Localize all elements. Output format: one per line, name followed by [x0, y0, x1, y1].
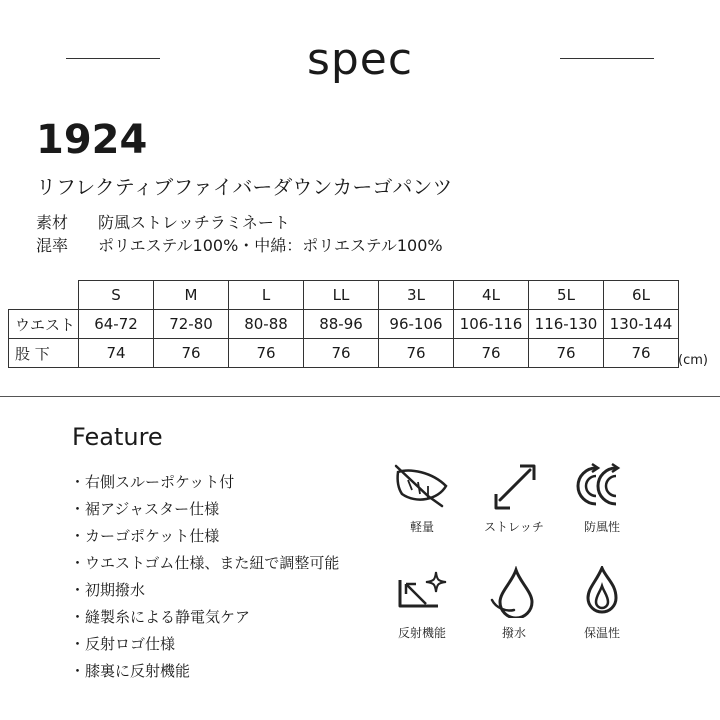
material-line: [36, 212, 290, 234]
table-cell: 76: [229, 339, 304, 368]
feature-item: ・ウエストゴム仕様、また紐で調整可能: [70, 554, 340, 572]
table-cell: 76: [604, 339, 679, 368]
feature-item: ・膝裏に反射機能: [70, 662, 191, 680]
flame-icon: [572, 566, 632, 618]
size-header-cell: S: [79, 281, 154, 310]
feature-item: ・縫製糸による静電気ケア: [70, 608, 251, 626]
feature-item: ・右側スルーポケット付: [70, 473, 235, 491]
icon-label: 撥水: [501, 626, 526, 640]
feature-item: ・反射ロゴ仕様: [70, 635, 176, 653]
feather-icon: [392, 460, 452, 512]
header-rule-right: [560, 58, 654, 59]
size-table: [8, 280, 679, 368]
feature-icon-heat-retention: [556, 566, 648, 641]
table-row-waist: [9, 310, 679, 339]
table-cell: 76: [379, 339, 454, 368]
model-number: 1924: [36, 117, 148, 163]
feature-icon-reflective: [376, 566, 468, 641]
material-value: 防風ストレッチラミネート: [98, 213, 290, 232]
section-divider: [0, 396, 720, 397]
icon-label: 保温性: [583, 626, 620, 640]
table-cell: 106-116: [454, 310, 529, 339]
stretch-arrows-icon: [484, 460, 544, 512]
row-label-inseam: 股 下: [9, 339, 79, 368]
feature-icon-lightweight: [376, 460, 468, 535]
reflect-icon: [392, 566, 452, 618]
wind-icon: [572, 460, 632, 512]
feature-item: ・初期撥水: [70, 581, 146, 599]
size-header-cell: LL: [304, 281, 379, 310]
water-drop-icon: [484, 566, 544, 618]
material-label: 素材: [36, 213, 69, 232]
table-row-inseam: [9, 339, 679, 368]
product-name: リフレクティブファイバーダウンカーゴパンツ: [36, 175, 453, 199]
size-header-cell: 4L: [454, 281, 529, 310]
icon-label: 軽量: [409, 520, 434, 534]
table-cell: 76: [529, 339, 604, 368]
feature-item: ・カーゴポケット仕様: [70, 527, 220, 545]
blend-label: 混率: [36, 236, 69, 255]
size-header-cell: M: [154, 281, 229, 310]
feature-icon-water-repellent: [468, 566, 560, 641]
blend-value: ポリエステル100%・中綿：ポリエステル100%: [98, 236, 443, 255]
page-title: spec: [306, 34, 414, 85]
size-header-cell: 6L: [604, 281, 679, 310]
feature-item: ・裾アジャスター仕様: [70, 500, 220, 518]
table-cell: 80-88: [229, 310, 304, 339]
table-cell: 76: [454, 339, 529, 368]
unit-note: (cm): [678, 353, 708, 368]
feature-title: Feature: [72, 423, 163, 451]
icon-label: ストレッチ: [484, 520, 544, 534]
table-cell: 96-106: [379, 310, 454, 339]
blend-line: [36, 235, 443, 257]
size-header-cell: 3L: [379, 281, 454, 310]
feature-icon-windproof: [556, 460, 648, 535]
table-cell: 72-80: [154, 310, 229, 339]
feature-icon-stretch: [468, 460, 560, 535]
table-cell: 74: [79, 339, 154, 368]
row-label-waist: ウエスト: [9, 310, 79, 339]
size-header-cell: 5L: [529, 281, 604, 310]
table-cell: 76: [304, 339, 379, 368]
icon-label: 防風性: [583, 520, 620, 534]
table-cell: 88-96: [304, 310, 379, 339]
size-header-row: [9, 281, 679, 310]
table-cell: 130-144: [604, 310, 679, 339]
size-header-cell: L: [229, 281, 304, 310]
table-corner-cell: [9, 281, 79, 310]
icon-label: 反射機能: [397, 626, 446, 640]
table-cell: 64-72: [79, 310, 154, 339]
table-cell: 76: [154, 339, 229, 368]
table-cell: 116-130: [529, 310, 604, 339]
